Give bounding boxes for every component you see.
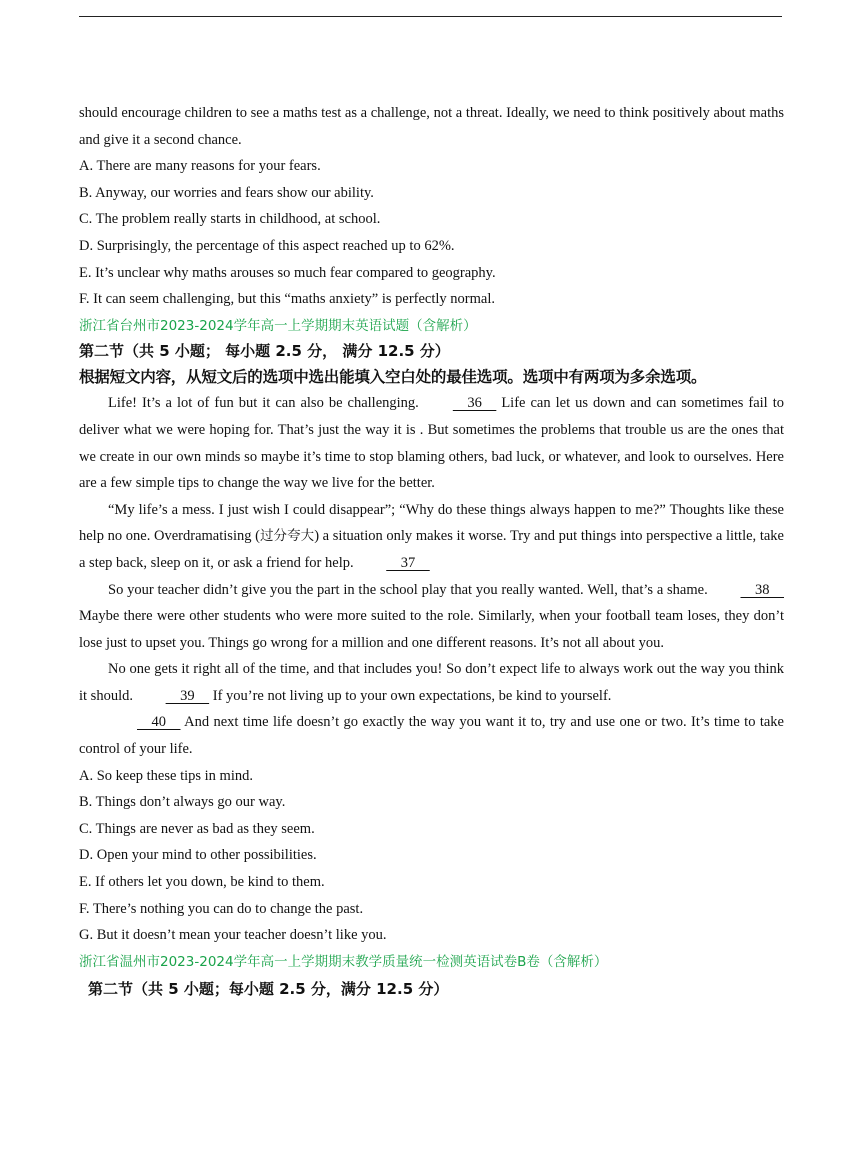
- p5-text-b: And next time life doesn’t go exactly the way you want it to, try and use one or two. It’s time to take control of your life.: [79, 714, 784, 758]
- p2-text-b: ) a situation only makes it worse. Try and put things into perspective a little, take a step back, sleep on it, or ask a friend for help.: [79, 528, 784, 571]
- blank-40: 40: [137, 714, 181, 731]
- option-f: F. It can seem challenging, but this “maths anxiety” is perfectly normal.: [79, 291, 495, 308]
- option-c: C. The problem really starts in childhood, at school.: [79, 211, 381, 228]
- blank-39: 39: [165, 687, 210, 704]
- document-page: [79, 100, 784, 1002]
- option2-f: F. There’s nothing you can do to change the past.: [79, 900, 364, 917]
- p3-text-a: So your teacher didn’t give you the part in the school play that you really wanted. Well, that’s a shame.: [108, 581, 712, 598]
- options-list-1: [79, 153, 784, 313]
- p4-text-b: If you’re not living up to your own expectations, be kind to yourself.: [209, 687, 612, 704]
- instruction-text: 根据短文内容，从短文后的选项中选出能填入空白处的最佳选项。选项中有两项为多余选项。: [79, 368, 707, 387]
- passage-paragraph-4: [79, 656, 784, 709]
- option-d: D. Surprisingly, the percentage of this aspect reached up to 62%.: [79, 237, 455, 254]
- option2-d: D. Open your mind to other possibilities.: [79, 847, 317, 864]
- p1-text-a: Life! It’s a lot of fun but it can also be challenging.: [108, 395, 424, 412]
- p2-chinese-gloss: 过分夸大: [259, 528, 315, 545]
- blank-38: 38: [740, 581, 784, 598]
- header-rule: [79, 16, 782, 17]
- intro-paragraph: should encourage children to see a maths test as a challenge, not a threat. Ideally, we need to think positively about maths and give it a second chance.: [79, 105, 784, 148]
- p3-text-b: Maybe there were other students who were more suited to the role. Similarly, when your football team loses, they don’t lose just to upset you. Things go wrong for a million and one different reasons. It’s not all about you.: [79, 608, 784, 651]
- option2-e: E. If others let you down, be kind to them.: [79, 874, 325, 891]
- option-a: A. There are many reasons for your fears.: [79, 158, 321, 175]
- option2-g: G. But it doesn’t mean your teacher doesn’t like you.: [79, 927, 387, 944]
- passage-paragraph-5: [79, 709, 784, 762]
- p2-text-a: “My life’s a mess. I just wish I could disappear”; “Why do these things always happen to me?” Thoughts like these help no one. Overdramatising (: [79, 501, 784, 545]
- option2-b: B. Things don’t always go our way.: [79, 794, 286, 811]
- options-list-2: [79, 763, 784, 949]
- source-label-wenzhou: 浙江省温州市2023-2024学年高一上学期期末教学质量统一检测英语试卷B卷（含解析）: [79, 953, 608, 970]
- option-b: B. Anyway, our worries and fears show our ability.: [79, 184, 374, 201]
- p1-text-b: Life can let us down and can sometimes fail to deliver what we were hoping for. That’s just the way it is . But sometimes the problems that trouble us are the ones that we create in our own minds so maybe it’s time to stop blaming others, bad luck, or whatever, and look to ourselves. Here are a few simple tips to change the way we live for the better.: [79, 395, 784, 492]
- section-heading-2: 第二节（共 5 小题；每小题 2.5 分，满分 12.5 分）: [88, 980, 449, 999]
- option2-a: A. So keep these tips in mind.: [79, 767, 253, 784]
- source-label-taizhou: 浙江省台州市2023-2024学年高一上学期期末英语试题（含解析）: [79, 317, 477, 334]
- passage-paragraph-2: [79, 497, 784, 577]
- option-e: E. It’s unclear why maths arouses so much fear compared to geography.: [79, 264, 496, 281]
- passage-paragraph-1: [79, 390, 784, 496]
- p4-text-a: No one gets it right all of the time, and that includes you! So don’t expect life to always work out the way you think it should.: [79, 661, 784, 704]
- passage-paragraph-3: [79, 577, 784, 657]
- option2-c: C. Things are never as bad as they seem.: [79, 820, 315, 837]
- blank-37: 37: [386, 554, 430, 571]
- blank-36: 36: [452, 395, 497, 412]
- section-heading: 第二节（共 5 小题； 每小题 2.5 分， 满分 12.5 分）: [79, 342, 450, 361]
